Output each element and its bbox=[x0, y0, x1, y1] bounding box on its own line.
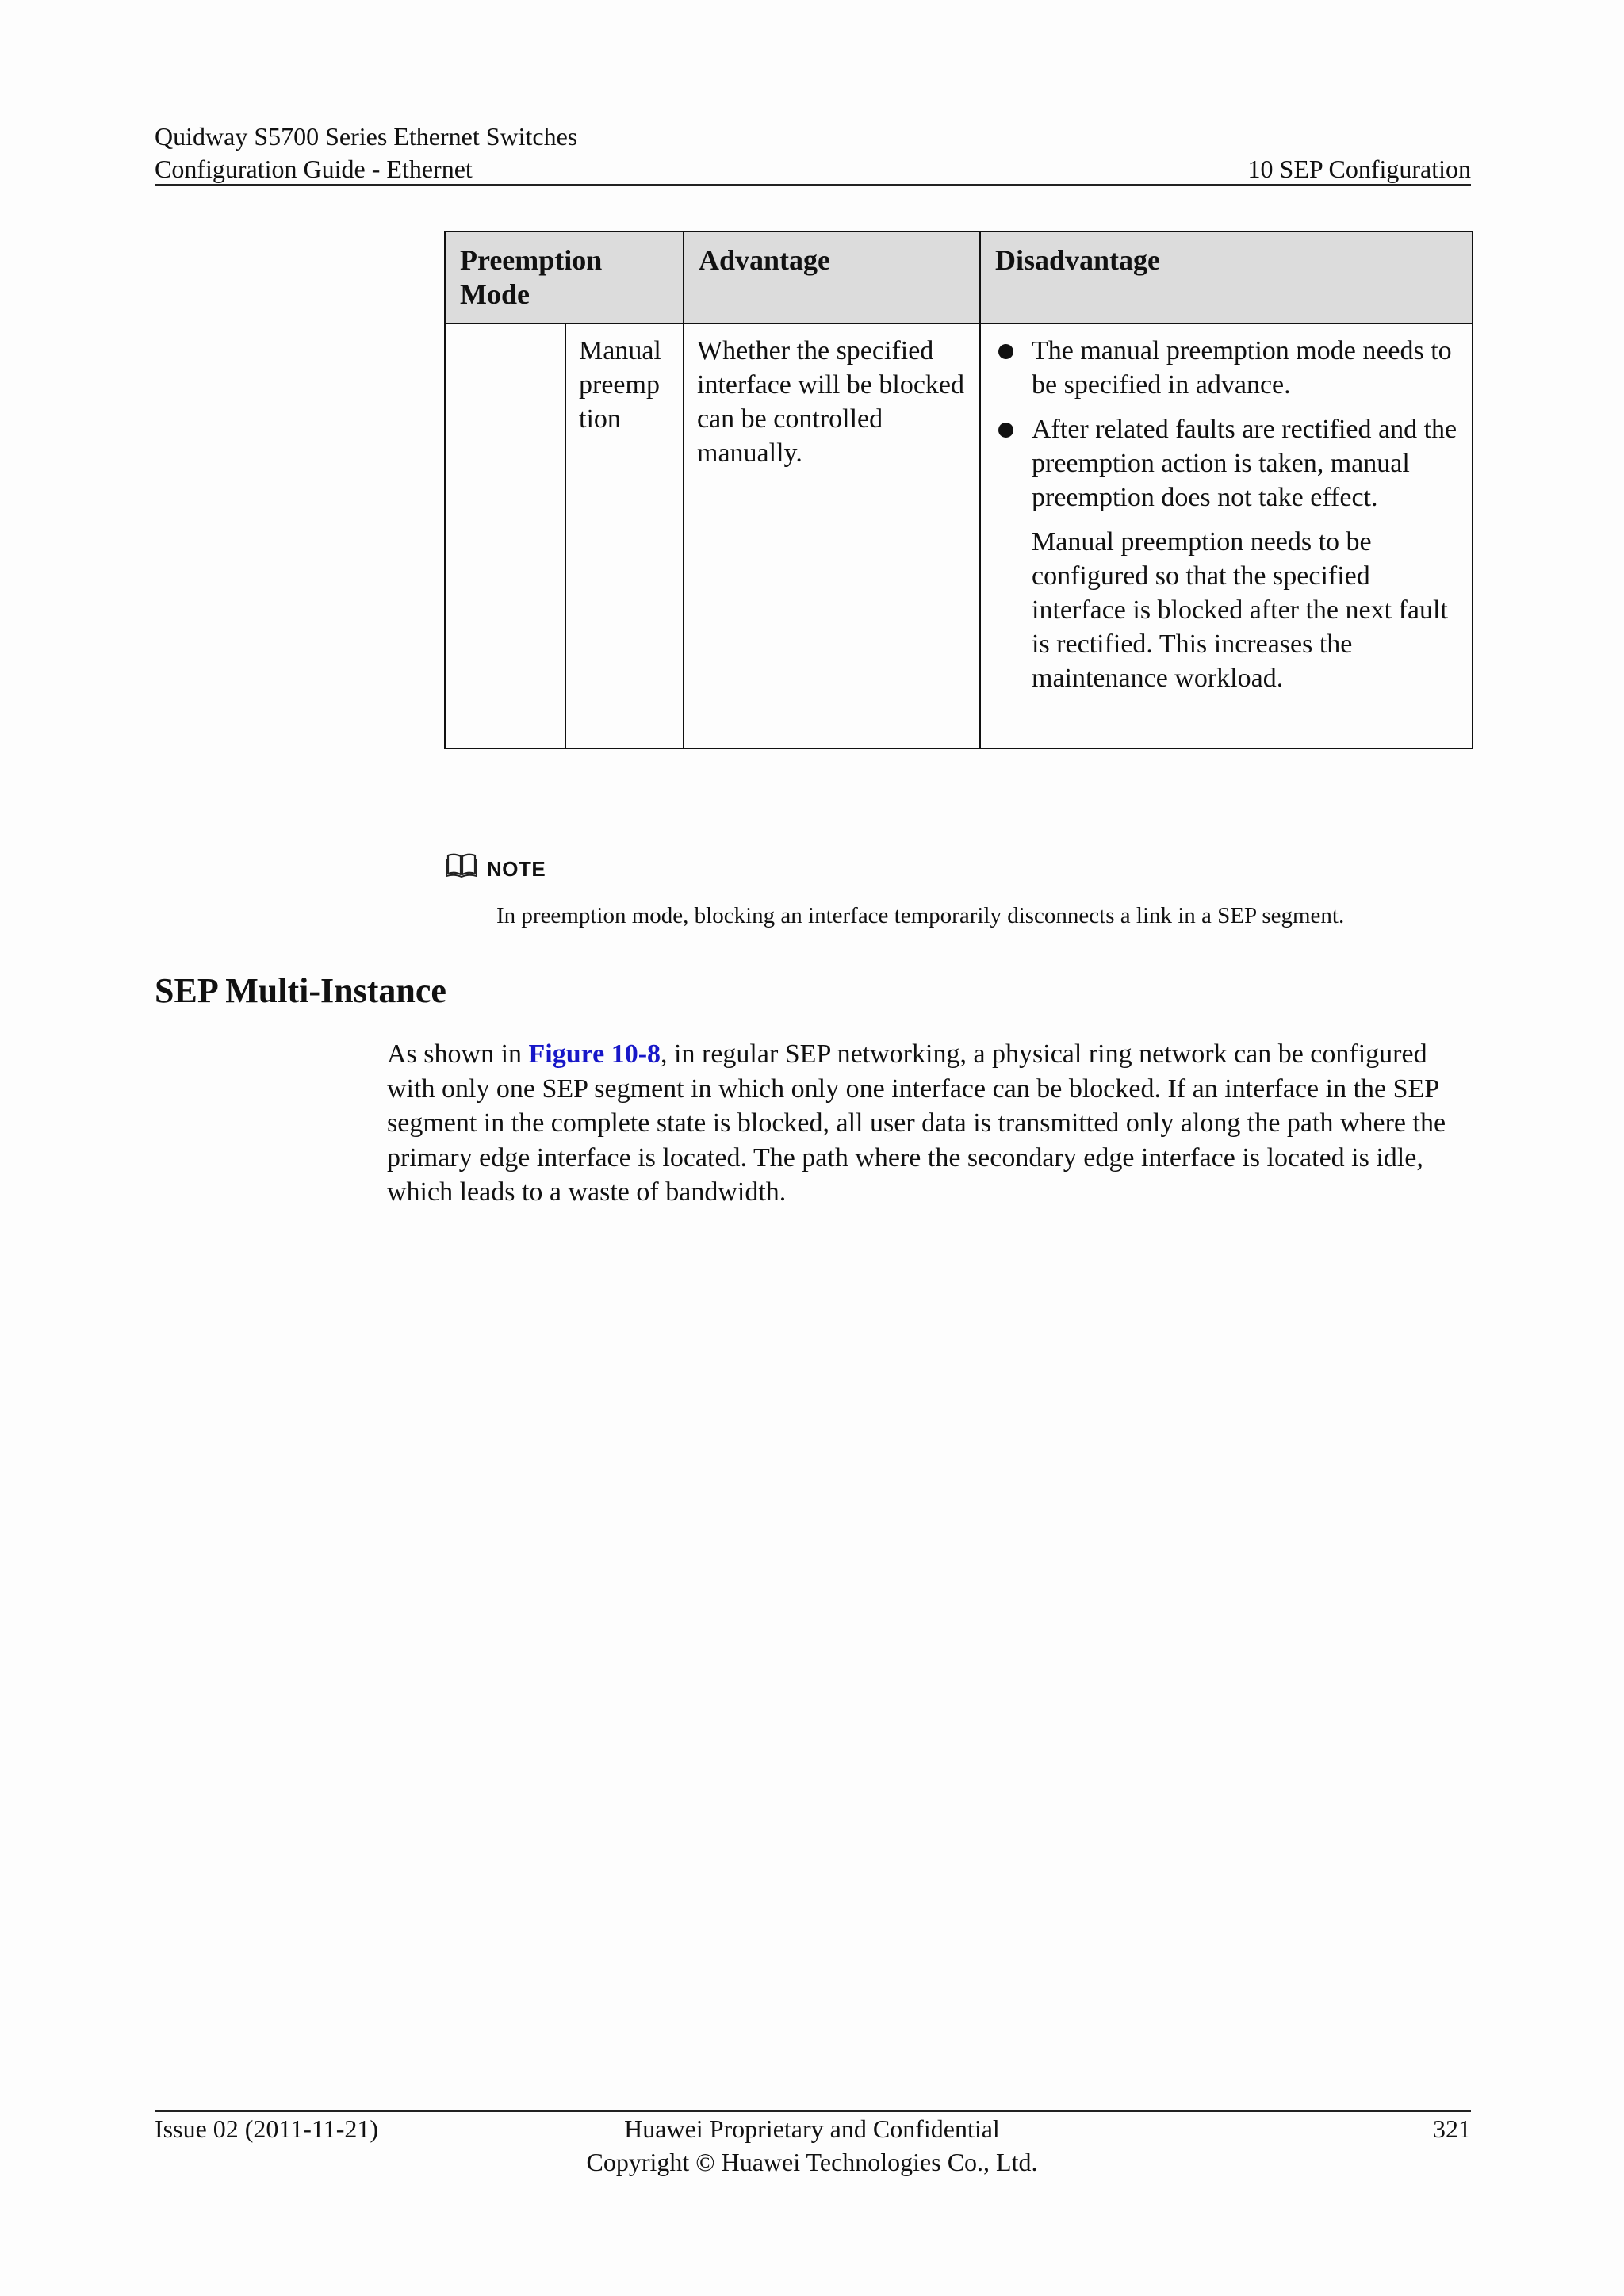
book-icon bbox=[446, 851, 477, 878]
section-title: SEP Multi-Instance bbox=[155, 971, 446, 1010]
paragraph-prefix: As shown in bbox=[387, 1039, 529, 1069]
disadvantage-item: After related faults are rectified and the preemption action is taken, manual preemption does not take effect. bbox=[994, 412, 1461, 515]
column-header-mode: Preemption Mode bbox=[445, 232, 684, 323]
header-chapter: 10 SEP Configuration bbox=[1247, 155, 1471, 183]
footer-copyright: Copyright © Huawei Technologies Co., Ltd. bbox=[586, 2148, 1038, 2176]
header-product: Quidway S5700 Series Ethernet Switches bbox=[155, 122, 578, 151]
disadvantage-paragraph: Manual preemption needs to be configured so that the specified interface is blocked after the next fault is rectified. This increases the maintenance workload. bbox=[1032, 527, 1448, 693]
footer-confidential: Huawei Proprietary and Confidential bbox=[624, 2114, 1000, 2143]
table-cell-group bbox=[445, 323, 565, 748]
header-rule bbox=[155, 184, 1471, 186]
table-cell-advantage: Whether the specified interface will be blocked can be controlled manually. bbox=[684, 323, 980, 748]
header-guide: Configuration Guide - Ethernet bbox=[155, 155, 473, 183]
disadvantage-item: The manual preemption mode needs to be specified in advance. bbox=[994, 334, 1461, 402]
page-number: 321 bbox=[1433, 2114, 1471, 2143]
table-header-row bbox=[445, 232, 1473, 323]
preemption-mode-table bbox=[444, 231, 1473, 749]
table-cell-disadvantage bbox=[980, 323, 1473, 748]
note-text: In preemption mode, blocking an interface temporarily disconnects a link in a SEP segment. bbox=[496, 903, 1345, 928]
table-cell-mode: Manual preemp tion bbox=[565, 323, 684, 748]
table-row bbox=[445, 323, 1473, 748]
figure-link[interactable]: Figure 10-8 bbox=[528, 1039, 661, 1069]
footer-issue: Issue 02 (2011-11-21) bbox=[155, 2114, 379, 2143]
footer-rule bbox=[155, 2110, 1471, 2112]
note-label: NOTE bbox=[487, 857, 546, 881]
section-paragraph bbox=[387, 1037, 1475, 1210]
column-header-advantage: Advantage bbox=[684, 232, 980, 323]
column-header-disadvantage: Disadvantage bbox=[980, 232, 1473, 323]
paragraph-text: , in regular SEP networking, a physical ring network can be configured with only one SEP segment in which only one interface can be blocked. If an interface in the SEP segment in the complete state is blocked, all user data is transmitted only along the path where the primary edge interface is located. The path where the secondary edge interface is located is idle, which leads to a waste of bandwidth. bbox=[387, 1039, 1446, 1207]
disadvantage-list bbox=[994, 334, 1461, 515]
